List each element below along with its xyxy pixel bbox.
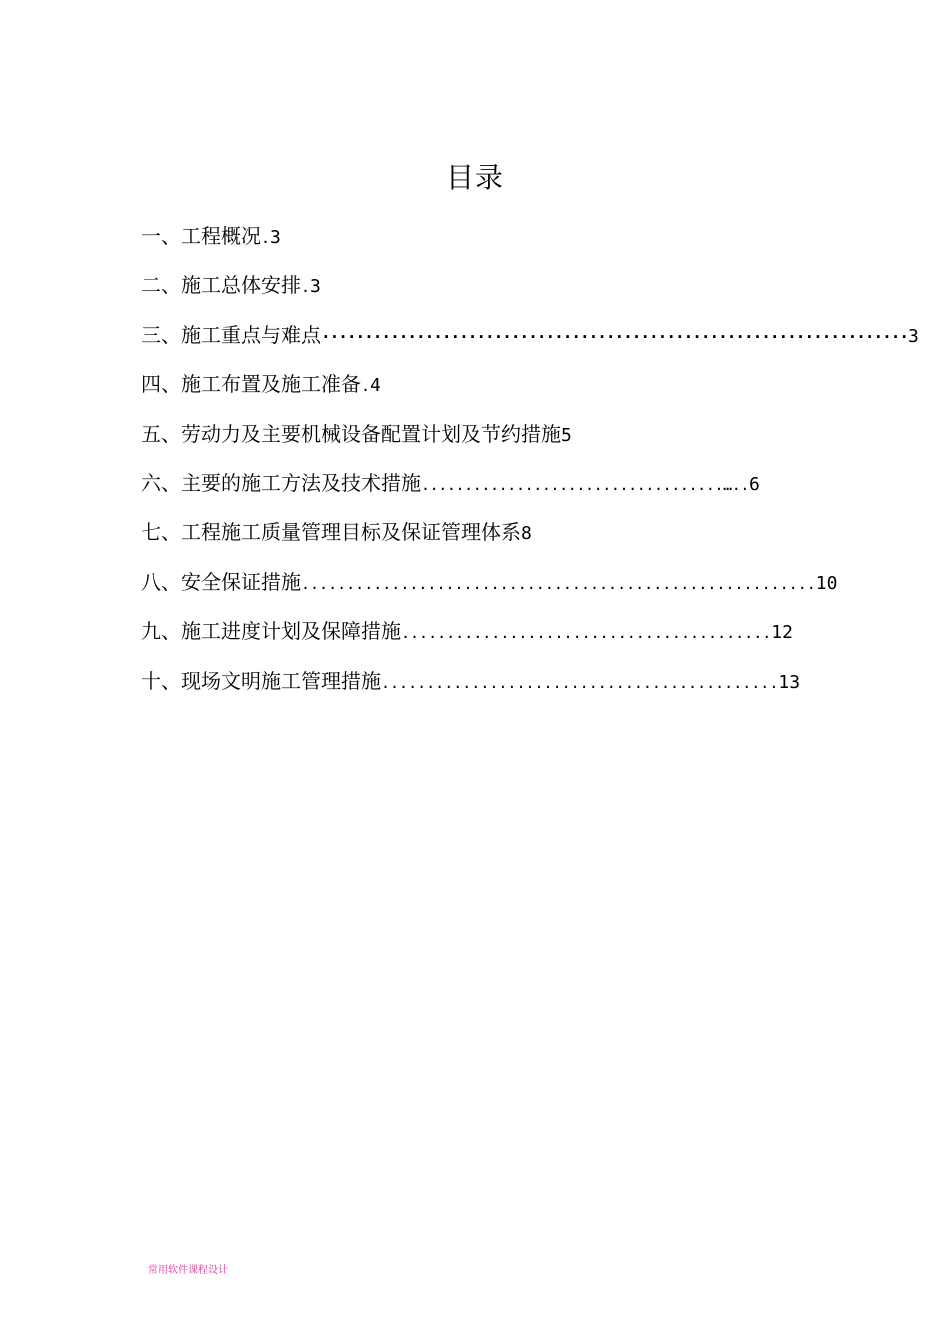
toc-entry[interactable] [141,214,781,263]
toc-entry-leader: . [261,229,271,247]
toc-entry[interactable] [141,313,919,362]
toc-entry-text: 五、劳动力及主要机械设备配置计划及节约措施 [141,421,561,446]
toc-entry[interactable] [141,362,781,411]
toc-entry-page: 13 [778,671,801,693]
toc-entry-page: 5 [561,424,572,446]
toc-entry-leader: ...................................….. [421,475,749,494]
footer-note: 常用软件课程设计 [148,1265,228,1276]
toc-entry-text: 三、施工重点与难点 [141,322,321,347]
toc-entry-leader: ......................................... [401,624,772,643]
toc-entry-page: 10 [815,572,838,594]
toc-entry-page: 4 [370,375,381,397]
toc-entry[interactable] [141,461,781,510]
toc-entry-leader: ............................................ [381,673,779,692]
toc-entry-text: 八、安全保证措施 [141,569,301,594]
toc-entry[interactable] [141,263,781,312]
toc-entry-page: 6 [748,473,760,495]
toc-entry[interactable] [141,659,801,708]
toc-entry-leader: ......................................................... [301,574,816,593]
toc-entry-page: 3 [908,325,919,347]
toc-entry-text: 六、主要的施工方法及技术措施 [141,470,421,495]
toc-entry-leader: . [361,377,371,396]
toc-entry-text: 十、现场文明施工管理措施 [141,668,381,693]
toc-entry[interactable] [141,412,781,461]
toc-entry-leader: ···································································· [321,326,909,346]
toc-entry-text: 一、工程概况 [141,224,261,248]
toc-list [141,214,919,708]
toc-entry-leader: . [301,278,311,297]
toc-entry-text: 九、施工进度计划及保障措施 [141,619,401,644]
toc-entry-page: 3 [310,276,321,298]
toc-title: 目录 [445,161,504,194]
toc-entry-text: 二、施工总体安排 [141,273,301,298]
toc-entry-page: 8 [521,523,532,545]
toc-entry-text: 七、工程施工质量管理目标及保证管理体系 [141,520,521,545]
toc-entry[interactable] [141,560,838,609]
toc-entry[interactable] [141,510,781,559]
toc-entry-text: 四、施工布置及施工准备 [141,372,361,397]
toc-entry-page: 12 [771,622,793,644]
toc-entry[interactable] [141,609,793,658]
toc-entry-page: 3 [270,227,281,248]
